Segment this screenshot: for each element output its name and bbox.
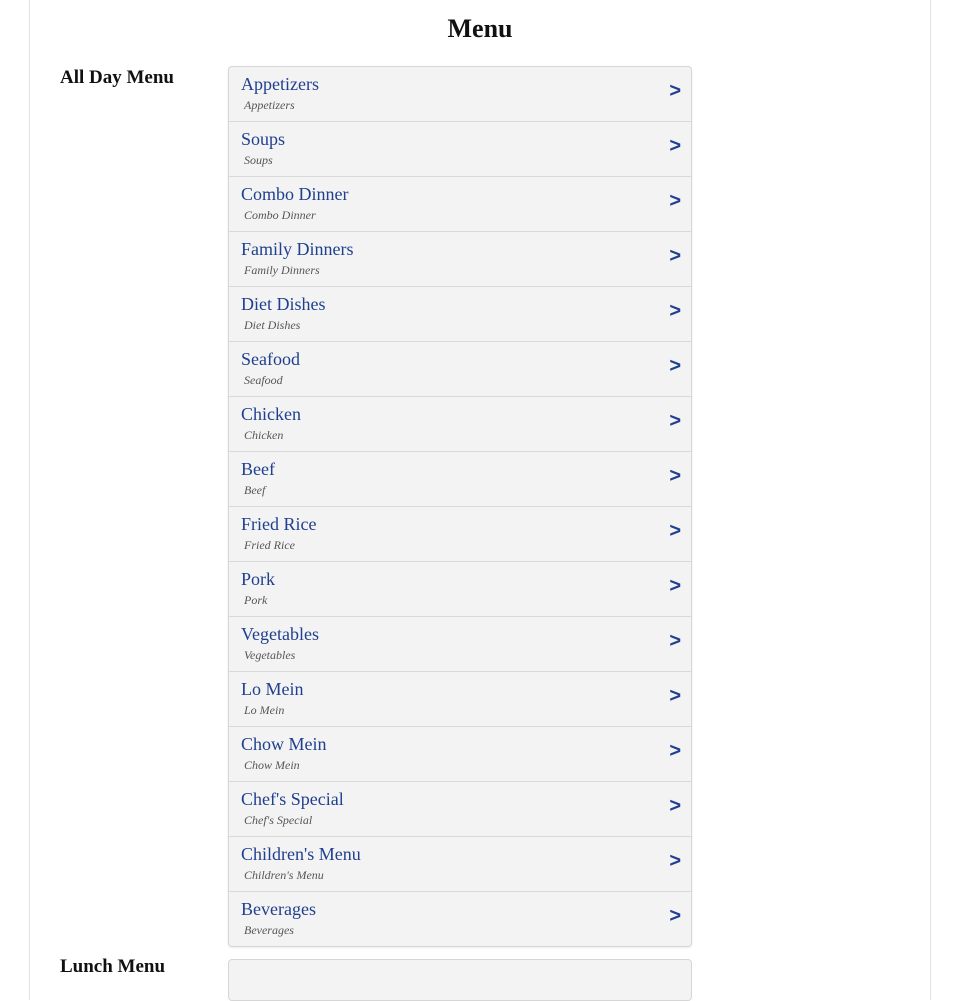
category-description: Fried Rice bbox=[244, 538, 295, 552]
category-name[interactable]: Lo Mein bbox=[241, 679, 304, 699]
category-name[interactable]: Soups bbox=[241, 129, 286, 149]
category-row-beverages[interactable] bbox=[229, 892, 691, 946]
category-row-soups[interactable] bbox=[229, 122, 691, 177]
category-description: Soups bbox=[244, 153, 273, 167]
chevron-right-icon[interactable]: > bbox=[669, 80, 681, 102]
chevron-right-icon[interactable]: > bbox=[669, 795, 681, 817]
menu-page bbox=[29, 0, 931, 1000]
category-description: Chow Mein bbox=[244, 758, 300, 772]
category-row-chefs-special[interactable] bbox=[229, 782, 691, 837]
category-name[interactable]: Appetizers bbox=[241, 74, 319, 94]
category-description: Appetizers bbox=[244, 98, 295, 112]
category-description: Diet Dishes bbox=[244, 318, 301, 332]
category-row-seafood[interactable] bbox=[229, 342, 691, 397]
category-row-lo-mein[interactable] bbox=[229, 672, 691, 727]
category-name[interactable]: Fried Rice bbox=[241, 514, 317, 534]
category-description: Vegetables bbox=[244, 648, 296, 662]
chevron-right-icon[interactable]: > bbox=[669, 190, 681, 212]
section-title-all-day: All Day Menu bbox=[60, 67, 174, 88]
category-row-family-dinners[interactable] bbox=[229, 232, 691, 287]
category-name[interactable]: Family Dinners bbox=[241, 239, 354, 259]
category-name[interactable]: Combo Dinner bbox=[241, 184, 349, 204]
category-name[interactable]: Children's Menu bbox=[241, 844, 361, 864]
category-description: Beef bbox=[244, 483, 266, 497]
section-title-lunch: Lunch Menu bbox=[60, 956, 166, 977]
category-description: Family Dinners bbox=[244, 263, 320, 277]
category-row-chow-mein[interactable] bbox=[229, 727, 691, 782]
category-name[interactable]: Seafood bbox=[241, 349, 300, 369]
chevron-right-icon[interactable]: > bbox=[669, 355, 681, 377]
category-description: Beverages bbox=[244, 923, 294, 937]
chevron-right-icon[interactable]: > bbox=[669, 410, 681, 432]
category-description: Chef's Special bbox=[244, 813, 313, 827]
chevron-right-icon[interactable]: > bbox=[669, 740, 681, 762]
chevron-right-icon[interactable]: > bbox=[669, 300, 681, 322]
category-name[interactable]: Vegetables bbox=[241, 624, 319, 644]
chevron-right-icon[interactable]: > bbox=[669, 135, 681, 157]
chevron-right-icon[interactable]: > bbox=[669, 685, 681, 707]
category-row-childrens-menu[interactable] bbox=[229, 837, 691, 892]
category-description: Combo Dinner bbox=[244, 208, 316, 222]
category-description: Pork bbox=[244, 593, 268, 607]
chevron-right-icon[interactable]: > bbox=[669, 465, 681, 487]
category-name[interactable]: Diet Dishes bbox=[241, 294, 326, 314]
category-name[interactable]: Chow Mein bbox=[241, 734, 327, 754]
category-description: Lo Mein bbox=[244, 703, 285, 717]
category-row-fried-rice[interactable] bbox=[229, 507, 691, 562]
category-list-all-day bbox=[228, 66, 692, 947]
page-title: Menu bbox=[447, 14, 513, 43]
category-name[interactable]: Beef bbox=[241, 459, 275, 479]
chevron-right-icon[interactable]: > bbox=[669, 905, 681, 927]
category-name[interactable]: Pork bbox=[241, 569, 276, 589]
category-row-chicken[interactable] bbox=[229, 397, 691, 452]
chevron-right-icon[interactable]: > bbox=[669, 630, 681, 652]
category-row-appetizers[interactable] bbox=[229, 67, 691, 122]
category-row-beef[interactable] bbox=[229, 452, 691, 507]
chevron-right-icon[interactable]: > bbox=[669, 575, 681, 597]
category-description: Seafood bbox=[244, 373, 283, 387]
chevron-right-icon[interactable]: > bbox=[669, 520, 681, 542]
category-name[interactable]: Chef's Special bbox=[241, 789, 344, 809]
category-description: Children's Menu bbox=[244, 868, 324, 882]
category-row-diet-dishes[interactable] bbox=[229, 287, 691, 342]
category-name[interactable]: Chicken bbox=[241, 404, 301, 424]
category-row-vegetables[interactable] bbox=[229, 617, 691, 672]
category-row-pork[interactable] bbox=[229, 562, 691, 617]
chevron-right-icon[interactable]: > bbox=[669, 245, 681, 267]
category-row-combo-dinner[interactable] bbox=[229, 177, 691, 232]
chevron-right-icon[interactable]: > bbox=[669, 850, 681, 872]
category-list-lunch bbox=[228, 959, 692, 1001]
category-description: Chicken bbox=[244, 428, 284, 442]
category-name[interactable]: Beverages bbox=[241, 899, 316, 919]
